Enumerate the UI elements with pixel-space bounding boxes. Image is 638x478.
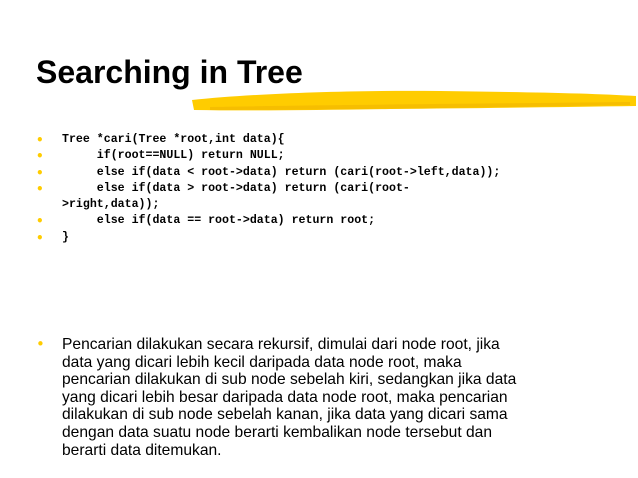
bullet-icon: • bbox=[36, 214, 44, 229]
paragraph-line: data yang dicari lebih kecil daripada data node root, maka bbox=[62, 353, 462, 371]
bullet-icon: • bbox=[36, 149, 44, 164]
slide-title: Searching in Tree bbox=[36, 54, 303, 90]
code-text: else if(data > root->data) return (cari(root- bbox=[62, 181, 410, 195]
bullet-icon: • bbox=[36, 181, 44, 196]
code-line-continuation: >right,data)); bbox=[62, 198, 160, 212]
paragraph-line: Pencarian dilakukan secara rekursif, dimulai dari node root, jika bbox=[62, 336, 500, 353]
code-line bbox=[36, 132, 626, 148]
code-text: Tree *cari(Tree *root,int data){ bbox=[62, 133, 285, 146]
paragraph-line: yang dicari lebih besar daripada data node root, maka pencarian bbox=[62, 388, 508, 406]
bullet-icon: • bbox=[36, 133, 44, 147]
code-line bbox=[36, 148, 626, 164]
code-line bbox=[36, 213, 626, 229]
description-paragraph bbox=[36, 336, 622, 459]
paragraph-line: pencarian dilakukan di sub node sebelah kiri, sedangkan jika data bbox=[62, 371, 517, 389]
code-line bbox=[36, 165, 626, 181]
code-text: if(root==NULL) return NULL; bbox=[62, 149, 285, 163]
code-text: } bbox=[62, 230, 69, 244]
code-line bbox=[36, 181, 626, 197]
code-text: else if(data == root->data) return root; bbox=[62, 214, 376, 228]
code-line bbox=[36, 230, 626, 246]
paragraph-line: dengan data suatu node berarti kembalikan node tersebut dan bbox=[62, 423, 493, 441]
bullet-icon: • bbox=[36, 165, 44, 180]
paragraph-line: berarti data ditemukan. bbox=[62, 441, 222, 459]
code-text: else if(data < root->data) return (cari(root->left,data)); bbox=[62, 165, 501, 179]
bullet-icon: • bbox=[36, 335, 45, 353]
paragraph-line: dilakukan di sub node sebelah kanan, jika data yang dicari sama bbox=[62, 406, 508, 424]
bullet-icon: • bbox=[36, 230, 44, 245]
code-listing bbox=[36, 132, 626, 246]
